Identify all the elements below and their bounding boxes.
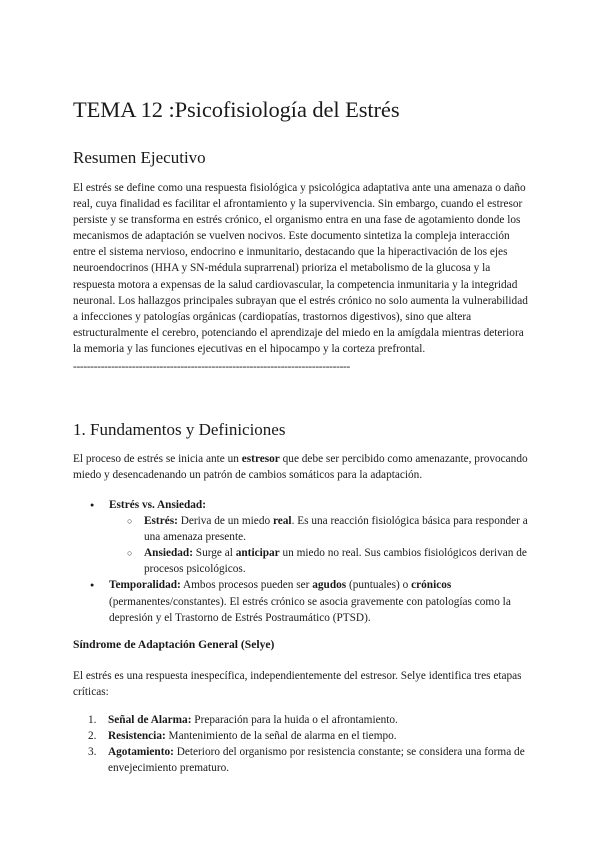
list-item-temporality: ● Temporalidad: Ambos procesos pueden ser agudos (puntuales) o crónicos (permanentes/constantes). El estrés crónico se asocia gravemente con patologías como la depresión y el Trastorno de Estrés Postraumático (PTSD). <box>73 577 533 625</box>
fundamentos-intro: El proceso de estrés se inicia ante un estresor que debe ser percibido como amenazante, provocando miedo y desencadenando un patrón de cambios somáticos para la adaptación. <box>73 453 528 482</box>
stressor-term: estresor <box>241 453 280 465</box>
section-heading-fundamentos: 1. Fundamentos y Definiciones <box>73 420 286 439</box>
selye-intro: El estrés es una respuesta inespecífica, independientemente del estresor. Selye identifica tres etapas críticas: <box>73 670 522 699</box>
list-item-stress-vs-anxiety: ● Estrés vs. Ansiedad: ○ Estrés: Deriva de un miedo real. Es una reacción fisiológica básica para responder a una amenaza presente. ○ Ansiedad: Surge al anticipar un miedo no real. Sus cambios fisiológicos derivan de procesos psicológicos. <box>73 497 533 577</box>
page-title: TEMA 12 :Psicofisiología del Estrés <box>73 97 400 122</box>
section-divider: -------------------------------------------------------------------------------- <box>73 361 350 373</box>
sublist <box>109 513 533 577</box>
section-heading-summary: Resumen Ejecutivo <box>73 148 206 167</box>
fundamentos-list <box>73 497 533 626</box>
subsection-heading-selye: Síndrome de Adaptación General (Selye) <box>73 638 275 651</box>
list-item-stage: 1. Señal de Alarma: Preparación para la huida o el afrontamiento. <box>88 714 398 726</box>
sublist-item-stress: ○ Estrés: Deriva de un miedo real. Es una reacción fisiológica básica para responder a una amenaza presente. <box>109 513 533 545</box>
selye-stages-list <box>73 712 533 776</box>
summary-paragraph: El estrés se define como una respuesta fisiológica y psicológica adaptativa ante una amenaza o daño real, cuya finalidad es facilitar el afrontamiento y la supervivencia. Sin embargo, cuando el estresor persiste y se transforma en estrés crónico, el organismo entra en una fase de agotamiento donde los mecanismos de adaptación se vuelven nocivos. Este documento sintetiza la compleja interacción entre el sistema nervioso, endocrino e inmunitario, destacando que la hiperactivación de los ejes neuroendocrinos (HHA y SN-médula suprarrenal) prioriza el metabolismo de la glucosa y la respuesta motora a expensas de la salud cardiovascular, la competencia inmunitaria y la integridad neuronal. Los hallazgos principales subrayan que el estrés crónico no solo aumenta la vulnerabilidad a infecciones y patologías orgánicas (cardiopatías, trastornos digestivos), sino que altera estructuralmente el cerebro, potenciando el aprendizaje del miedo en la amígdala mientras deteriora la memoria y las funciones ejecutivas en el hipocampo y la corteza prefrontal. <box>73 182 528 355</box>
sublist-item-anxiety: ○ Ansiedad: Surge al anticipar un miedo no real. Sus cambios fisiológicos derivan de procesos psicológicos. <box>109 545 533 577</box>
list-item-stage: 2. Resistencia: Mantenimiento de la señal de alarma en el tiempo. <box>88 730 397 743</box>
list-item-stage: 3. Agotamiento: Deterioro del organismo por resistencia constante; se considera una forma de envejecimiento prematuro. <box>88 746 525 775</box>
